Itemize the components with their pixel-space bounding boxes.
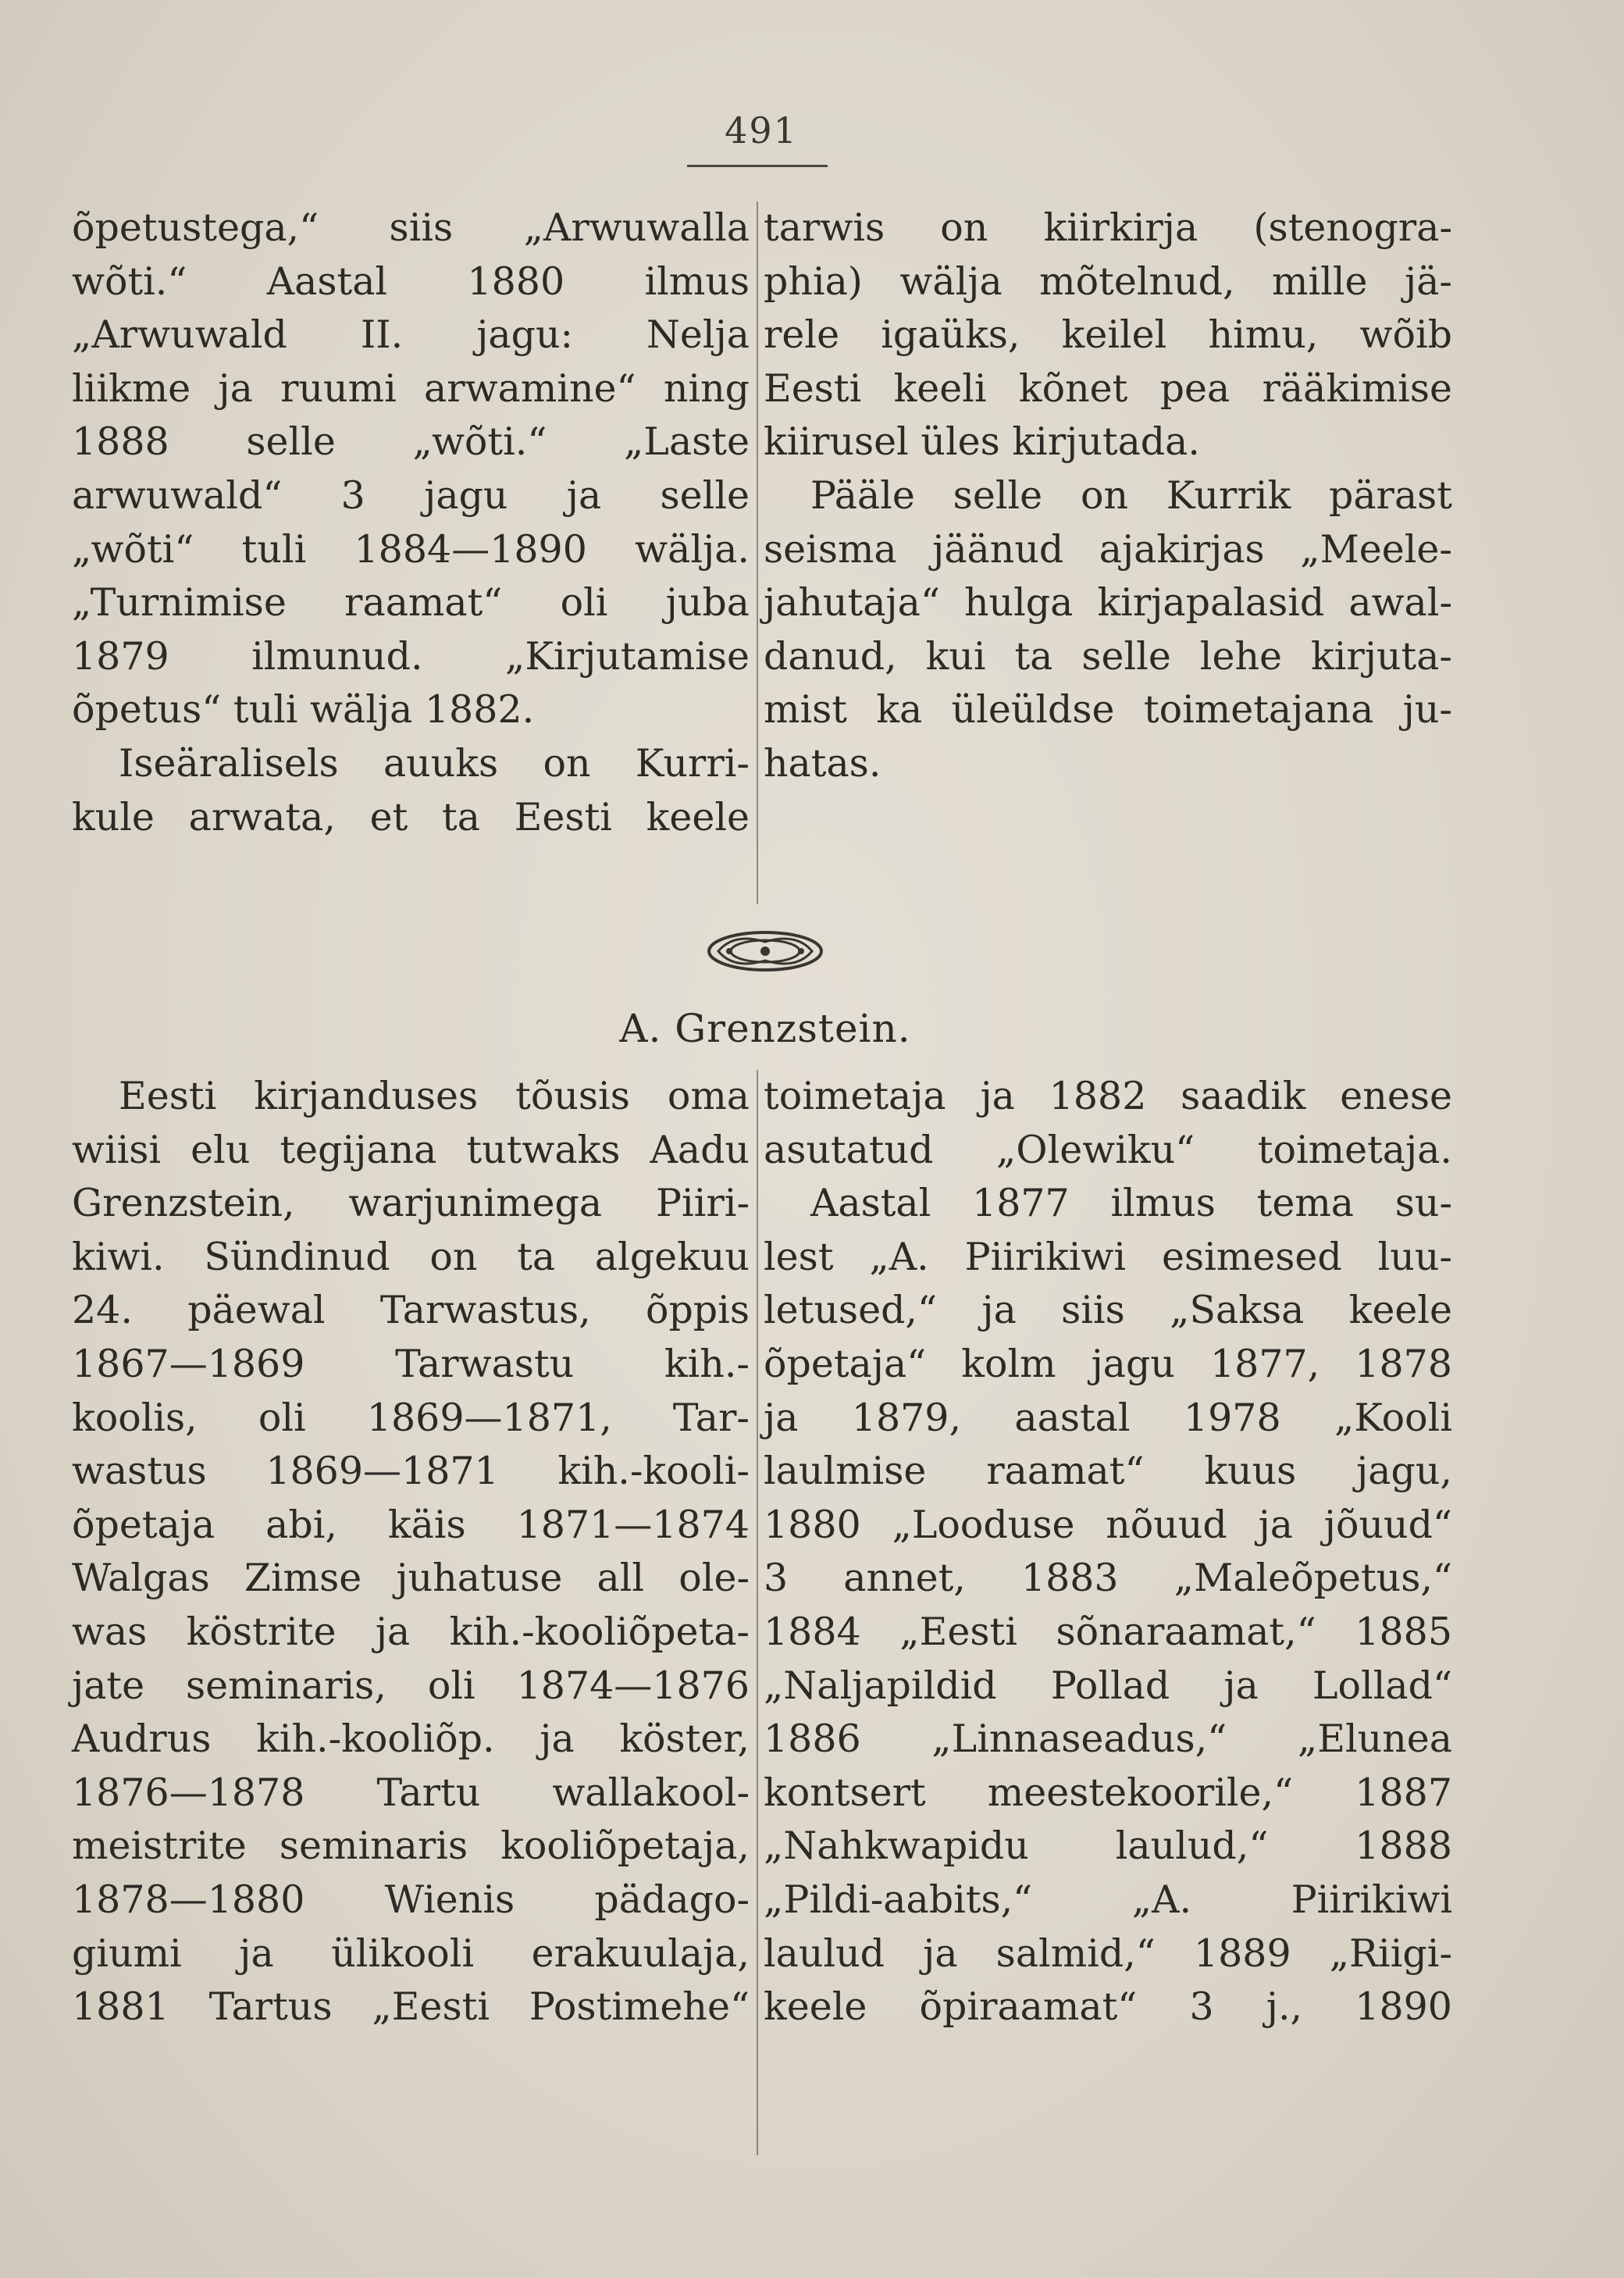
text-line: „wõti“ tuli 1884—1890 wälja.: [72, 526, 750, 572]
ornament-icon: [703, 928, 828, 975]
text-line: tarwis on kiirkirja (stenogra-: [764, 205, 1452, 250]
text-line: Grenzstein, warjunimega Piiri-: [72, 1181, 750, 1226]
text-line: laulud ja salmid,“ 1889 „Riigi-: [764, 1930, 1452, 1976]
text-line: õpetustega,“ siis „Arwuwalla: [72, 205, 750, 250]
text-line: Audrus kih.-kooliõp. ja köster,: [72, 1717, 750, 1762]
text-line: toimetaja ja 1882 saadik enese: [764, 1074, 1452, 1118]
column-bottom-left: [72, 1070, 750, 2034]
text-line: kule arwata, et ta Eesti keele: [72, 794, 750, 840]
text-line: wastus 1869—1871 kih.-kooli-: [72, 1449, 750, 1494]
text-line: laulmise raamat“ kuus jagu,: [764, 1449, 1452, 1494]
text-line: kiirusel üles kirjutada.: [764, 419, 1200, 465]
text-line: phia) wälja mõtelnud, mille jä-: [764, 258, 1452, 304]
column-bottom-right: [764, 1070, 1452, 2034]
text-line: õpetaja“ kolm jagu 1877, 1878: [764, 1341, 1452, 1386]
text-line: jahutaja“ hulga kirjapalasid awal-: [764, 580, 1452, 626]
text-line: danud, kui ta selle lehe kirjuta-: [764, 633, 1452, 679]
text-line: Eesti keeli kõnet pea rääkimise: [764, 365, 1452, 411]
text-line: Walgas Zimse juhatuse all ole-: [72, 1556, 750, 1601]
text-line: 24. päewal Tarwastus, õppis: [72, 1288, 750, 1333]
text-line: 1886 „Linnaseadus,“ „Elunea: [764, 1717, 1452, 1762]
column-divider: [757, 1070, 758, 2155]
text-line: „Arwuwald II. jagu: Nelja: [72, 312, 750, 358]
page-number: 491: [725, 109, 798, 152]
text-line: asutatud „Olewiku“ toimetaja.: [764, 1127, 1452, 1172]
text-line: wõti.“ Aastal 1880 ilmus: [72, 258, 750, 304]
text-line: keele õpiraamat“ 3 j., 1890: [764, 1984, 1452, 2030]
text-line: 1888 selle „wõti.“ „Laste: [72, 419, 750, 465]
text-line: kiwi. Sündinud on ta algekuu: [72, 1234, 750, 1279]
text-line: ja 1879, aastal 1978 „Kooli: [764, 1395, 1452, 1440]
text-line: õpetus“ tuli wälja 1882.: [72, 687, 535, 733]
text-line: mist ka üleüldse toimetajana ju-: [764, 687, 1452, 733]
header-rule: [687, 165, 828, 167]
text-line: meistrite seminaris kooliõpetaja,: [72, 1823, 750, 1869]
text-line: 1884 „Eesti sõnaraamat,“ 1885: [764, 1609, 1452, 1654]
text-line: 1867—1869 Tarwastu kih.-: [72, 1341, 750, 1386]
text-line: giumi ja ülikooli erakuulaja,: [72, 1930, 750, 1976]
text-line: Eesti kirjanduses tõusis oma: [119, 1074, 750, 1118]
text-line: arwuwald“ 3 jagu ja selle: [72, 472, 750, 518]
text-line: hatas.: [764, 740, 881, 786]
text-line: kontsert meestekoorile,“ 1887: [764, 1770, 1452, 1815]
text-line: „Turnimise raamat“ oli juba: [72, 580, 750, 626]
text-line: jate seminaris, oli 1874—1876: [72, 1663, 750, 1708]
column-top-left: [72, 201, 750, 844]
text-line: lest „A. Piirikiwi esimesed luu-: [764, 1234, 1452, 1279]
text-line: rele igaüks, keilel himu, wõib: [764, 312, 1452, 358]
column-top-right: [764, 201, 1452, 791]
section-heading: A. Grenzstein.: [619, 1006, 911, 1051]
text-line: 3 annet, 1883 „Maleõpetus,“: [764, 1556, 1452, 1601]
text-line: letused,“ ja siis „Saksa keele: [764, 1288, 1452, 1333]
text-line: „Pildi-aabits,“ „A. Piirikiwi: [764, 1877, 1452, 1922]
text-line: was köstrite ja kih.-kooliõpeta-: [72, 1609, 750, 1654]
text-line: „Nahkwapidu laulud,“ 1888: [764, 1823, 1452, 1869]
text-line: Aastal 1877 ilmus tema su-: [810, 1181, 1452, 1226]
text-line: 1878—1880 Wienis pädago-: [72, 1877, 750, 1922]
text-line: 1880 „Looduse nõuud ja jõuud“: [764, 1502, 1452, 1547]
text-line: 1879 ilmunud. „Kirjutamise: [72, 633, 750, 679]
text-line: õpetaja abi, käis 1871—1874: [72, 1502, 750, 1547]
text-line: 1876—1878 Tartu wallakool-: [72, 1770, 750, 1815]
text-line: 1881 Tartus „Eesti Postimehe“: [72, 1984, 750, 2030]
text-line: koolis, oli 1869—1871, Tar-: [72, 1395, 750, 1440]
text-line: liikme ja ruumi arwamine“ ning: [72, 365, 750, 411]
column-divider: [757, 201, 758, 904]
text-line: Iseäralisels auuks on Kurri-: [119, 740, 750, 786]
text-line: Pääle selle on Kurrik pärast: [810, 472, 1452, 518]
text-line: seisma jäänud ajakirjas „Meele-: [764, 526, 1452, 572]
text-line: „Naljapildid Pollad ja Lollad“: [764, 1663, 1452, 1708]
text-line: wiisi elu tegijana tutwaks Aadu: [72, 1127, 750, 1172]
